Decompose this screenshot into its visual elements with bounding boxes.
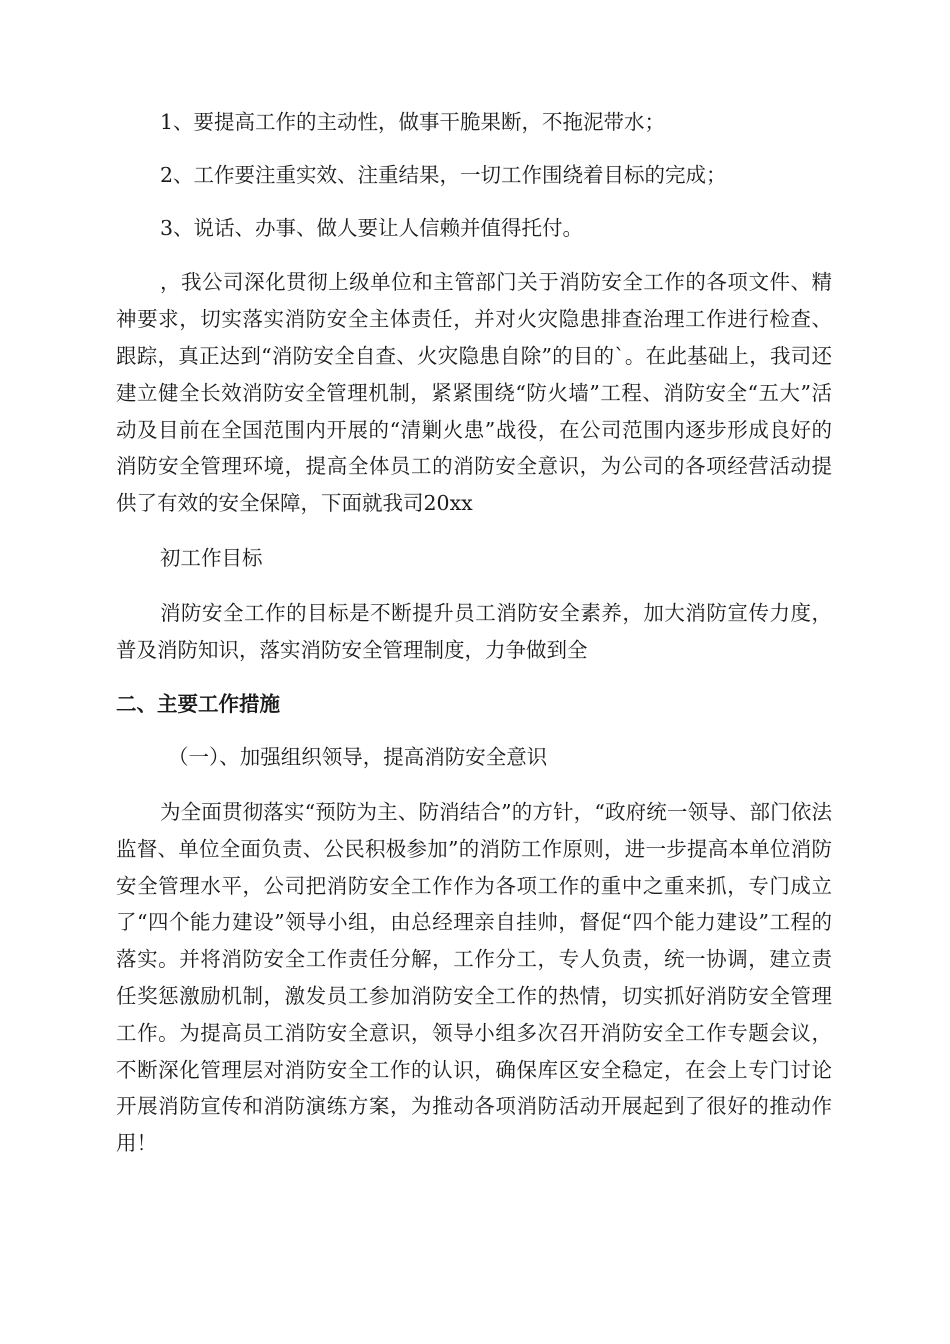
list-item-3: 3、说话、办事、做人要让人信赖并值得托付。: [160, 215, 584, 240]
section-heading-2: 二、主要工作措施: [116, 692, 280, 717]
subsection-heading-1: （一）、加强组织领导，提高消防安全意识: [168, 745, 548, 770]
intro-paragraph: ，我公司深化贯彻上级单位和主管部门关于消防安全工作的各项文件、精神要求，切实落实消防安全主体责任，并对火灾隐患排查治理工作进行检查、跟踪，真正达到“消防安全自查、火灾隐患自除”的目的`。在此基础上，我司还建立健全长效消防安全管理机制，紧紧围绕“防火墙”工程、消防安全“五大”活动及目前在全国范围内开展的“清剿火患”战役，在公司范围内逐步形成良好的消防安全管理环境，提高全体员工的消防安全意识，为公司的各项经营活动提供了有效的安全保障，下面就我司20xx: [116, 270, 832, 516]
goal-paragraph: 消防安全工作的目标是不断提升员工消防安全素养，加大消防宣传力度，普及消防知识，落实消防安全管理制度，力争做到全: [116, 600, 832, 662]
section-2-paragraph: 为全面贯彻落实“预防为主、防消结合”的方针，“政府统一领导、部门依法监督、单位全面负责、公民积极参加”的消防工作原则，进一步提高本单位消防安全管理水平，公司把消防安全工作作为各项工作的重中之重来抓，专门成立了“四个能力建设”领导小组，由总经理亲自挂帅，督促“四个能力建设”工程的落实。并将消防安全工作责任分解，工作分工，专人负责，统一协调，建立责任奖惩激励机制，激发员工参加消防安全工作的热情，切实抓好消防安全管理工作。为提高员工消防安全意识，领导小组多次召开消防安全工作专题会议，不断深化管理层对消防安全工作的认识，确保库区安全稳定，在会上专门讨论开展消防宣传和消防演练方案，为推动各项消防活动开展起到了很好的推动作用！: [116, 799, 832, 1156]
goal-title: 初工作目标: [160, 545, 263, 570]
list-item-2: 2、工作要注重实效、注重结果，一切工作围绕着目标的完成；: [160, 162, 727, 187]
list-item-1: 1、要提高工作的主动性，做事干脆果断，不拖泥带水；: [160, 110, 666, 134]
